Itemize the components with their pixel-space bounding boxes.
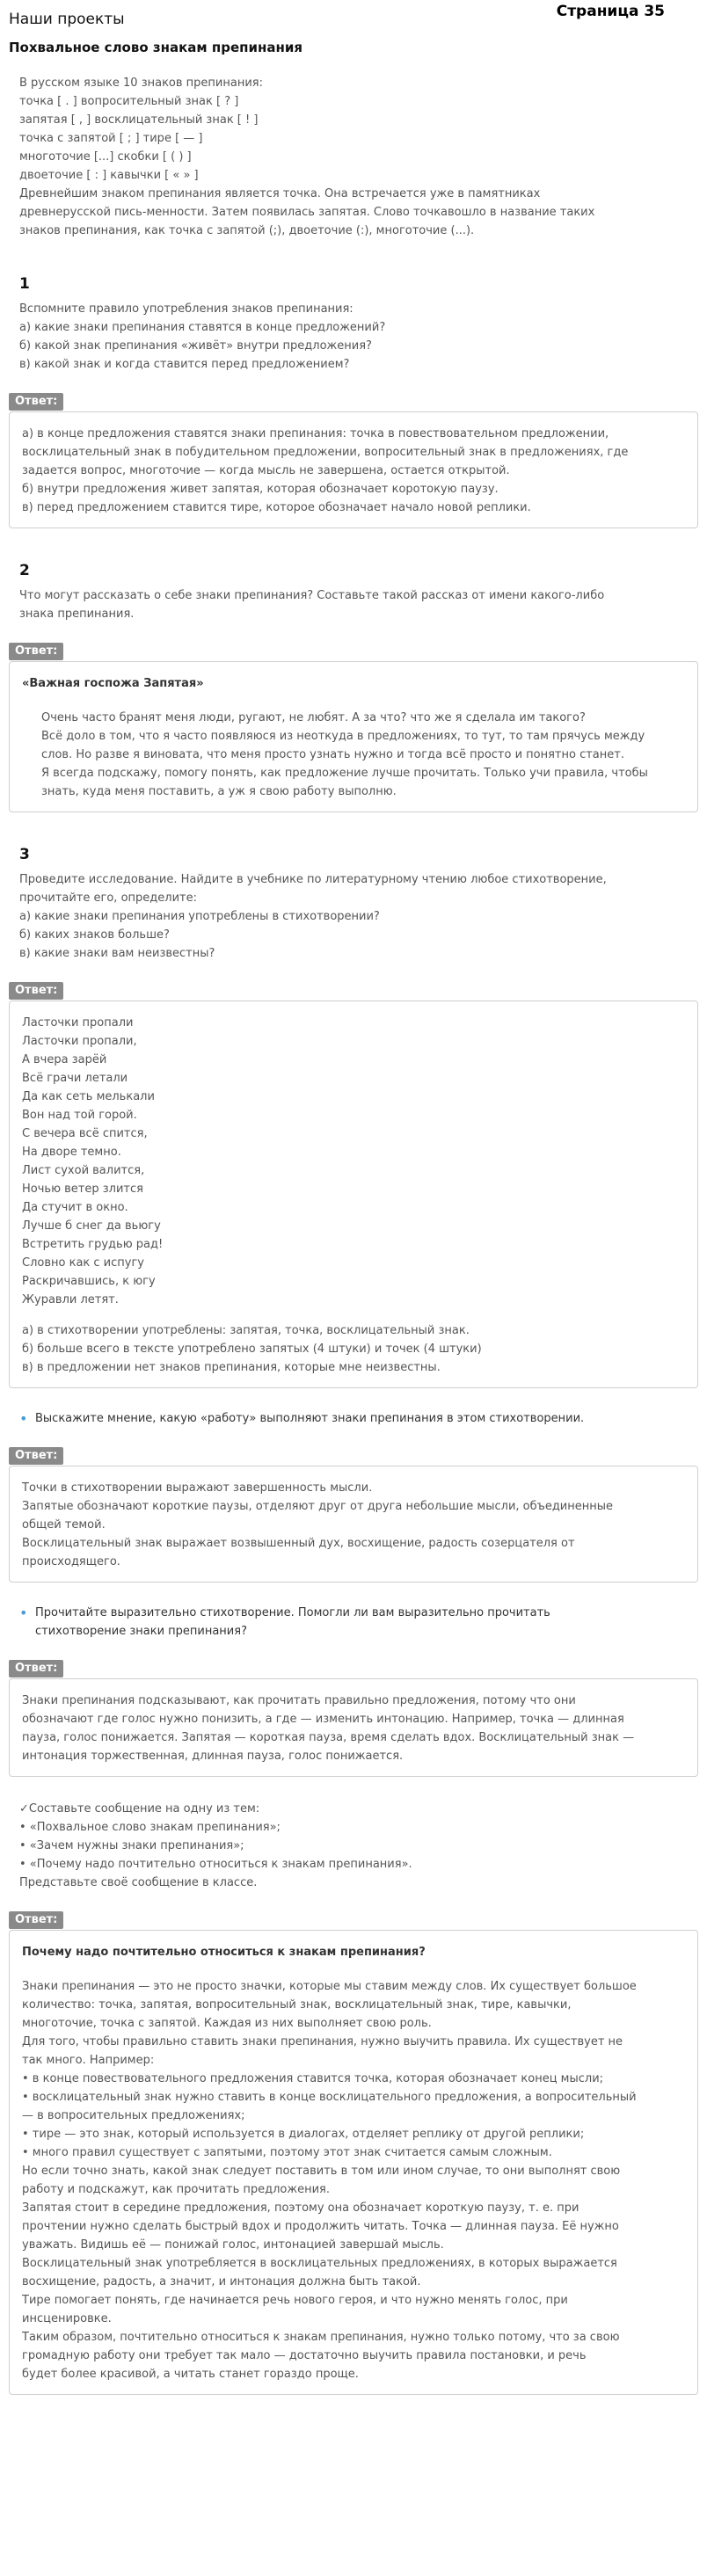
text-line: Вспомните правило употребления знаков препинания:	[19, 302, 354, 316]
text-line: прочтении нужно сделать быстрый вдох и продолжить читать. Точка — длинная пауза. Её нужно	[22, 2220, 619, 2233]
text-line: — в вопросительных предложениях;	[22, 2109, 245, 2122]
text-line: задается вопрос, многоточие — когда мысль не завершена, остается открытой.	[22, 464, 510, 477]
text-line: слов. Но разве я виновата, что меня просто узнать нужно и тогда всё просто и понятно станет.	[41, 748, 624, 761]
text-line: в) перед предложением ставится тире, которое обозначает начало новой реплики.	[22, 501, 531, 514]
text-line: обозначают где голос нужно понизить, а где — изменить интонацию. Например, точка — длинная	[22, 1713, 624, 1726]
answer-label: Ответ:	[9, 643, 63, 660]
text-line: В русском языке 10 знаков препинания:	[19, 76, 263, 90]
text-line: древнерусской пись-менности. Затем появилась запятая. Слово точкавошло в название таких	[19, 206, 595, 219]
text-line: многоточие [...] скобки [ ( ) ]	[19, 150, 192, 164]
bullet-icon: •	[19, 1605, 28, 1621]
text-line: • «Почему надо почтительно относиться к знакам препинания».	[19, 1858, 412, 1871]
text-line: Запятая стоит в середине предложения, поэтому она обозначает короткую паузу, т. е. при	[22, 2201, 579, 2215]
text-line: громадную работу они требует так мало — достаточно выучить правила постановки, и речь	[22, 2349, 587, 2362]
text-line: Раскричавшись, к югу	[22, 1275, 156, 1288]
text-line: Всё грачи летали	[22, 1072, 128, 1085]
text-line: Лучше б снег да вьюгу	[22, 1219, 161, 1233]
text-line: Очень часто бранят меня люди, ругают, не любят. А за что? что же я сделала им такого?	[41, 711, 586, 724]
text-line: Всё доло в том, что я часто появляюся из неоткуда в предложениях, то тут, то там прячусь между	[41, 730, 645, 743]
text-line: работу и подскажут, как прочитать предложения.	[22, 2183, 330, 2196]
text-line: знать, куда меня поставить, а уж я свою работу выполню.	[41, 785, 397, 798]
text-line: Лист сухой валится,	[22, 1164, 145, 1177]
answer-label: Ответ:	[9, 1911, 63, 1929]
text-line: а) в стихотворении употреблены: запятая, точка, восклицательный знак.	[22, 1324, 470, 1337]
text-line: На дворе темно.	[22, 1146, 121, 1159]
task-number-3: 3	[19, 846, 30, 863]
text-line: Восклицательный знак употребляется в восклицательных предложениях, в которых выражается	[22, 2257, 617, 2270]
text-line: Вон над той горой.	[22, 1109, 137, 1122]
text-line: б) какой знак препинания «живёт» внутри предложения?	[19, 339, 372, 353]
text-line: Знаки препинания подсказывают, как прочитать правильно предложения, потому что они	[22, 1694, 576, 1707]
answer-3-body	[22, 1321, 685, 1377]
text-line: уважать. Видишь её — понижай голос, интонацией завершай мысль.	[22, 2238, 444, 2252]
text-line: количество: точка, запятая, вопросительный знак, восклицательный знак, тире, кавычки,	[22, 1998, 572, 2012]
answer-6-title: Почему надо почтительно относиться к знакам препинания?	[22, 1946, 426, 1959]
text-line: Журавли летят.	[22, 1293, 119, 1306]
text-line: Словно как с испугу	[22, 1256, 144, 1270]
text-line: С вечера всё спится,	[22, 1127, 148, 1140]
poem	[22, 1014, 685, 1309]
text-line: будет более красивой, а читать станет гораздо проще.	[22, 2368, 359, 2381]
section-subtitle: Похвальное слово знакам препинания	[9, 40, 303, 55]
text-line: Встретить грудью рад!	[22, 1238, 164, 1251]
text-line: Ласточки пропали,	[22, 1035, 137, 1048]
text-line: Да как сеть мелькали	[22, 1090, 155, 1103]
text-line: прочитайте его, определите:	[19, 891, 197, 905]
text-line: Для того, чтобы правильно ставить знаки препинания, нужно выучить правила. Их существует не	[22, 2035, 623, 2048]
text-line: восклицательный знак в побудительном предложении, вопросительный знак в предложениях, где	[22, 446, 629, 459]
answer-box-2	[9, 661, 698, 812]
text-line: Проведите исследование. Найдите в учебнике по литературному чтению любое стихотворение,	[19, 873, 607, 886]
text-line: • много правил существует с запятыми, поэтому этот знак считается самым сложным.	[22, 2146, 552, 2159]
answer-2-body	[22, 709, 685, 801]
text-line: Точки в стихотворении выражают завершенность мысли.	[22, 1481, 373, 1495]
text-line: а) какие знаки препинания употреблены в стихотворении?	[19, 910, 380, 923]
text-line: в) какие знаки вам неизвестны?	[19, 947, 215, 960]
text-line: Ласточки пропали	[22, 1016, 134, 1030]
task-number-1: 1	[19, 275, 30, 293]
text-line: происходящего.	[22, 1555, 120, 1568]
text-line: А вчера зарёй	[22, 1053, 107, 1066]
text-line: интонация торжественная, длинная пауза, голос понижается.	[22, 1750, 404, 1763]
text-line: Запятые обозначают короткие паузы, отделяют друг от друга небольшие мысли, объединенные	[22, 1500, 614, 1513]
bullet-question-2	[0, 1604, 707, 1641]
task-2-text	[0, 581, 707, 623]
section-title: Наши проекты	[9, 11, 125, 28]
text-line: • тире — это знак, который используется в диалогах, отделяет реплику от другой реплики;	[22, 2128, 585, 2141]
answer-box-3	[9, 1001, 698, 1388]
answer-label: Ответ:	[9, 982, 63, 1000]
text-line: • «Похвальное слово знакам препинания»;	[19, 1821, 281, 1834]
text-line: Да стучит в окно.	[22, 1201, 128, 1214]
text-line: пауза, голос понижается. Запятая — короткая пауза, время сделать вдох. Восклицательный знак —	[22, 1731, 635, 1744]
text-line: Древнейшим знаком препинания является точка. Она встречается уже в памятниках	[19, 187, 541, 200]
text-line: ✓Составьте сообщение на одну из тем:	[19, 1802, 260, 1816]
bullet-question-2-text	[35, 1604, 550, 1641]
text-line: Тире помогает понять, где начинается речь нового героя, и что нужно менять голос, при	[22, 2294, 568, 2307]
text-line: в) в предложении нет знаков препинания, которые мне неизвестны.	[22, 1361, 441, 1374]
text-line: Но если точно знать, какой знак следует поставить в том или ином случае, то они выполнят свою	[22, 2165, 621, 2178]
text-line: точка с запятой [ ; ] тире [ — ]	[19, 132, 203, 145]
text-line: стихотворение знаки препинания?	[35, 1625, 247, 1638]
text-line: знака препинания.	[19, 608, 135, 621]
text-line: Представьте своё сообщение в классе.	[19, 1876, 258, 1889]
text-line: Ночью ветер злится	[22, 1182, 143, 1196]
text-line: Знаки препинания — это не просто значки, которые мы ставим между слов. Их существует большое	[22, 1980, 637, 1993]
text-line: а) какие знаки препинания ставятся в конце предложений?	[19, 321, 386, 334]
answer-box-5	[9, 1678, 698, 1777]
text-line: восхищение, радость, а значит, и интонация должна быть такой.	[22, 2275, 421, 2289]
answer-box-4	[9, 1466, 698, 1583]
answer-label: Ответ:	[9, 1660, 63, 1677]
text-line: точка [ . ] вопросительный знак [ ? ]	[19, 95, 239, 108]
text-line: общей темой.	[22, 1518, 106, 1532]
text-line: инсценировке.	[22, 2312, 112, 2325]
final-task-text	[0, 1800, 707, 1892]
answer-box-6	[9, 1930, 698, 2395]
page-number: Страница 35	[556, 3, 665, 20]
task-1-text	[0, 295, 707, 374]
text-line: • «Зачем нужны знаки препинания»;	[19, 1839, 244, 1852]
text-line: так много. Например:	[22, 2054, 155, 2067]
text-line: • в конце повествовательного предложения ставится точка, которая обозначает конец мысли;	[22, 2072, 604, 2085]
task-number-2: 2	[19, 562, 30, 579]
text-line: Таким образом, почтительно относиться к знакам препинания, нужно только потому, что за свою	[22, 2331, 620, 2344]
answer-box-1	[9, 411, 698, 528]
text-line: б) больше всего в тексте употреблено запятых (4 штуки) и точек (4 штуки)	[22, 1343, 482, 1356]
text-line: запятая [ , ] восклицательный знак [ ! ]	[19, 113, 259, 127]
text-line: Я всегда подскажу, помогу понять, как предложение лучше прочитать. Только учи правила, чтобы	[41, 767, 648, 780]
text-line: многоточие, точка с запятой. Каждая из них выполняет свою роль.	[22, 2017, 432, 2030]
text-line: б) внутри предложения живет запятая, которая обозначает коротокую паузу.	[22, 483, 499, 496]
text-line: в) какой знак и когда ставится перед предложением?	[19, 358, 350, 371]
text-line: Прочитайте выразительно стихотворение. Помогли ли вам выразительно прочитать	[35, 1606, 550, 1619]
bullet-question-1-text: Выскажите мнение, какую «работу» выполняют знаки препинания в этом стихотворении.	[35, 1412, 585, 1425]
text-line: а) в конце предложения ставятся знаки препинания: точка в повествовательном предложении,	[22, 427, 609, 440]
text-line: Что могут рассказать о себе знаки препинания? Составьте такой рассказ от имени какого-либо	[19, 589, 605, 602]
bullet-icon: •	[19, 1410, 28, 1427]
answer-label: Ответ:	[9, 1447, 63, 1465]
task-3-text	[0, 865, 707, 963]
answer-2-title: «Важная госпожа Запятая»	[22, 677, 204, 690]
answer-6-body	[22, 1977, 685, 2383]
text-line: б) каких знаков больше?	[19, 928, 170, 942]
intro-text	[0, 58, 707, 240]
text-line: • восклицательный знак нужно ставить в конце восклицательного предложения, а вопросительный	[22, 2091, 637, 2104]
text-line: Восклицательный знак выражает возвышенный дух, восхищение, радость созерцателя от	[22, 1537, 575, 1550]
answer-label: Ответ:	[9, 393, 63, 411]
text-line: двоеточие [ : ] кавычки [ « » ]	[19, 169, 199, 182]
bullet-question-1	[0, 1409, 707, 1428]
text-line: знаков препинания, как точка с запятой (;), двоеточие (:), многоточие (...).	[19, 224, 475, 237]
